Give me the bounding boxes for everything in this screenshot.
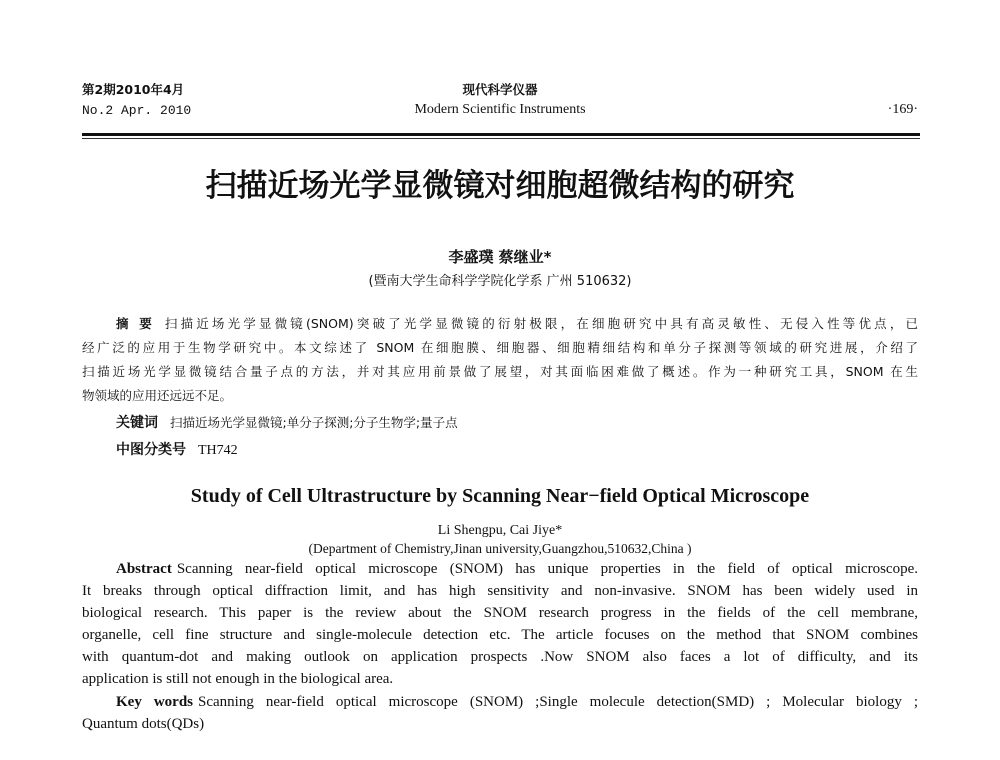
abstract-en-line: biological research. This paper is the review about the SNOM research progress in the fields of the cell membrane,: [82, 605, 918, 621]
authors-cn: 李盛璞 蔡继业*: [448, 248, 552, 266]
abstract-en-label: Abstract: [116, 561, 172, 577]
abstract-en-line: It breaks through optical diffraction limit, and has high sensitivity and non-invasive. SNOM has been widely used in: [82, 583, 918, 599]
keywords-en-line: Quantum dots(QDs): [82, 716, 205, 732]
classification-label: 中图分类号: [116, 442, 186, 458]
journal-cn: 现代科学仪器: [462, 82, 538, 97]
issue-cn: 第2期2010年4月: [82, 82, 185, 97]
abstract-cn-line: 经广泛的应用于生物学研究中。本文综述了 SNOM 在细胞膜、细胞器、细胞精细结构和单分子探测等领域的研究进展，介绍了: [82, 340, 918, 355]
keywords-en-label: Key words: [116, 694, 194, 710]
abstract-en-line: with quantum-dot and making outlook on application prospects .Now SNOM also faces a lot of difficulty, and its: [82, 649, 918, 665]
keywords-cn-label: 关键词: [116, 415, 158, 431]
header-rule-thin: [82, 138, 920, 139]
classification-code: TH742: [198, 443, 238, 458]
abstract-en-line: Scanning near-field optical microscope (SNOM) has unique properties in the field of optical microscope.: [176, 561, 918, 577]
affiliation-en: (Department of Chemistry,Jinan university,Guangzhou,510632,China ): [308, 541, 692, 556]
page-number: ·169·: [887, 102, 918, 117]
abstract-cn-line: 物领域的应用还远远不足。: [82, 388, 233, 403]
header-rule: [82, 133, 920, 136]
abstract-cn-line: 扫描近场光学显微镜(SNOM)突破了光学显微镜的衍射极限，在细胞研究中具有高灵敏性、无侵入性等优点，已: [164, 316, 918, 331]
keywords-cn-text: 扫描近场光学显微镜;单分子探测;分子生物学;量子点: [170, 415, 458, 430]
title-cn: 扫描近场光学显微镜对细胞超微结构的研究: [205, 168, 795, 204]
classification: [116, 439, 918, 459]
authors-en: Li Shengpu, Cai Jiye*: [437, 523, 563, 538]
abstract-en-line: application is still not enough in the biological area.: [82, 671, 394, 687]
abstract-cn-label: 摘 要: [116, 316, 155, 331]
affiliation-cn: (暨南大学生命科学学院化学系 广州 510632): [368, 274, 632, 289]
abstract-en-line: organelle, cell fine structure and single-molecule detection etc. The article focuses on the method that SNOM combines: [82, 627, 918, 643]
journal-en: Modern Scientific Instruments: [414, 102, 586, 117]
abstract-cn-line: 扫描近场光学显微镜结合量子点的方法，并对其应用前景做了展望，对其面临困难做了概述。作为一种研究工具，SNOM 在生: [82, 364, 918, 379]
keywords-cn: [116, 412, 918, 432]
keywords-en-line: Scanning near-field optical microscope (SNOM) ;Single molecule detection(SMD) ; Molecular biology ;: [198, 694, 918, 710]
issue-en: No.2 Apr. 2010: [82, 103, 192, 118]
title-en: Study of Cell Ultrastructure by Scanning Near−field Optical Microscope: [190, 485, 810, 507]
